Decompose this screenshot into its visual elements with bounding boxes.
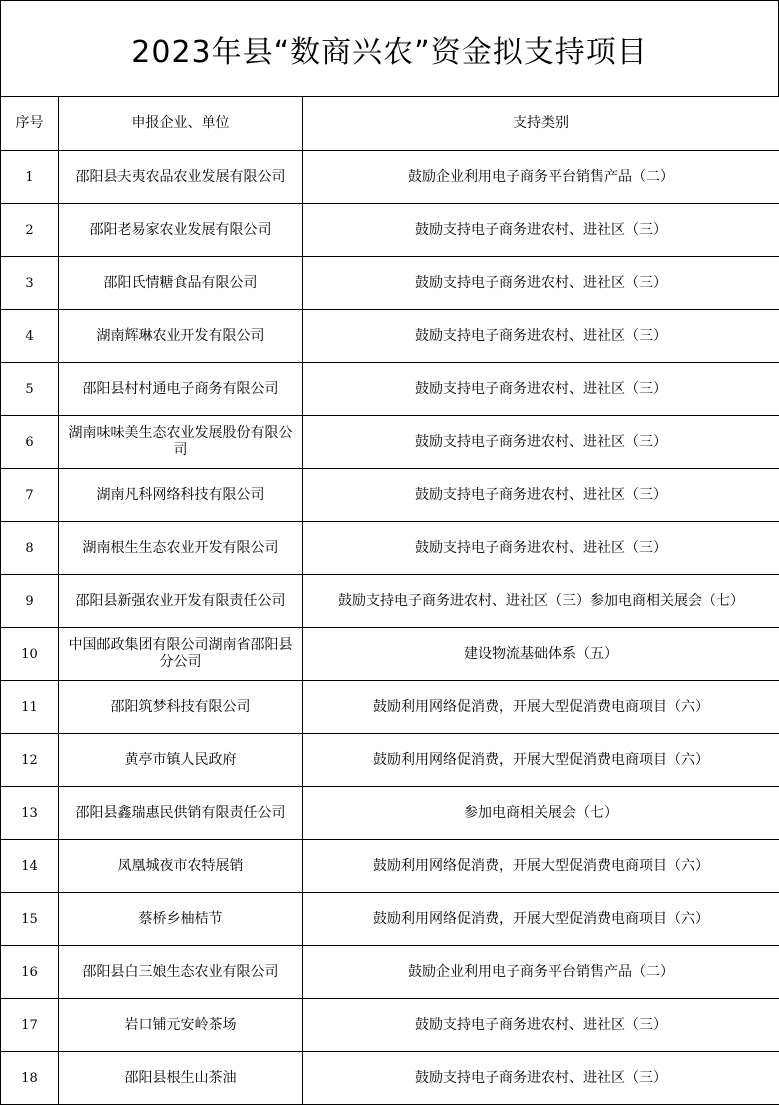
row-number-cell: 5: [1, 363, 59, 416]
row-number-cell: 10: [1, 628, 59, 681]
company-cell: 邵阳县新强农业开发有限责任公司: [59, 575, 303, 628]
company-cell: 湖南凡科网络科技有限公司: [59, 469, 303, 522]
company-cell: 凤凰城夜市农特展销: [59, 840, 303, 893]
table-row: [1, 787, 779, 840]
table-row: [1, 416, 779, 469]
row-number-cell: 7: [1, 469, 59, 522]
category-cell: 鼓励支持电子商务进农村、进社区（三）: [303, 1052, 779, 1105]
category-cell: 参加电商相关展会（七）: [303, 787, 779, 840]
row-number-cell: 2: [1, 204, 59, 257]
row-number-cell: 17: [1, 999, 59, 1052]
header-company: 申报企业、单位: [59, 97, 303, 151]
company-cell: 邵阳县白三娘生态农业有限公司: [59, 946, 303, 999]
row-number-cell: 9: [1, 575, 59, 628]
table-row: [1, 522, 779, 575]
category-cell: 鼓励支持电子商务进农村、进社区（三）: [303, 522, 779, 575]
category-cell: 鼓励支持电子商务进农村、进社区（三）: [303, 204, 779, 257]
table-row: [1, 681, 779, 734]
category-cell: 鼓励支持电子商务进农村、进社区（三）: [303, 999, 779, 1052]
company-cell: 黄亭市镇人民政府: [59, 734, 303, 787]
category-cell: 鼓励利用网络促消费，开展大型促消费电商项目（六）: [303, 893, 779, 946]
company-cell: 湖南味味美生态农业发展股份有限公司: [59, 416, 303, 469]
company-cell: 邵阳县夫夷农品农业发展有限公司: [59, 151, 303, 204]
row-number-cell: 12: [1, 734, 59, 787]
company-cell: 邵阳筑梦科技有限公司: [59, 681, 303, 734]
row-number-cell: 11: [1, 681, 59, 734]
category-cell: 鼓励支持电子商务进农村、进社区（三）: [303, 257, 779, 310]
category-cell: 鼓励利用网络促消费，开展大型促消费电商项目（六）: [303, 734, 779, 787]
row-number-cell: 16: [1, 946, 59, 999]
table-row: [1, 310, 779, 363]
table-row: [1, 257, 779, 310]
table-row: [1, 204, 779, 257]
table-row: [1, 840, 779, 893]
category-cell: 鼓励企业利用电子商务平台销售产品（二）: [303, 946, 779, 999]
header-no: 序号: [1, 97, 59, 151]
table-row: [1, 469, 779, 522]
company-cell: 邵阳县根生山茶油: [59, 1052, 303, 1105]
row-number-cell: 6: [1, 416, 59, 469]
category-cell: 鼓励利用网络促消费，开展大型促消费电商项目（六）: [303, 840, 779, 893]
row-number-cell: 15: [1, 893, 59, 946]
company-cell: 邵阳县鑫瑞惠民供销有限责任公司: [59, 787, 303, 840]
row-number-cell: 13: [1, 787, 59, 840]
category-cell: 鼓励支持电子商务进农村、进社区（三）: [303, 469, 779, 522]
table-row: [1, 946, 779, 999]
row-number-cell: 8: [1, 522, 59, 575]
category-cell: 鼓励企业利用电子商务平台销售产品（二）: [303, 151, 779, 204]
company-cell: 邵阳氏情糖食品有限公司: [59, 257, 303, 310]
row-number-cell: 18: [1, 1052, 59, 1105]
category-cell: 鼓励支持电子商务进农村、进社区（三）: [303, 416, 779, 469]
title-box: [0, 0, 779, 97]
table-header-row: [1, 97, 779, 151]
company-cell: 岩口铺元安岭茶场: [59, 999, 303, 1052]
category-cell: 鼓励支持电子商务进农村、进社区（三）参加电商相关展会（七）: [303, 575, 779, 628]
table-row: [1, 628, 779, 681]
projects-table: [0, 96, 779, 1105]
row-number-cell: 4: [1, 310, 59, 363]
table-row: [1, 734, 779, 787]
category-cell: 建设物流基础体系（五）: [303, 628, 779, 681]
company-cell: 邵阳老易家农业发展有限公司: [59, 204, 303, 257]
company-cell: 湖南辉琳农业开发有限公司: [59, 310, 303, 363]
company-cell: 中国邮政集团有限公司湖南省邵阳县分公司: [59, 628, 303, 681]
company-cell: 蔡桥乡柚桔节: [59, 893, 303, 946]
table-body: [1, 151, 779, 1105]
category-cell: 鼓励利用网络促消费，开展大型促消费电商项目（六）: [303, 681, 779, 734]
row-number-cell: 3: [1, 257, 59, 310]
category-cell: 鼓励支持电子商务进农村、进社区（三）: [303, 310, 779, 363]
row-number-cell: 1: [1, 151, 59, 204]
header-category: 支持类别: [303, 97, 779, 151]
table-row: [1, 575, 779, 628]
table-row: [1, 893, 779, 946]
document-title: 2023年县“数商兴农”资金拟支持项目: [131, 27, 647, 71]
company-cell: 邵阳县村村通电子商务有限公司: [59, 363, 303, 416]
table-row: [1, 999, 779, 1052]
table-row: [1, 151, 779, 204]
table-row: [1, 363, 779, 416]
company-cell: 湖南根生生态农业开发有限公司: [59, 522, 303, 575]
row-number-cell: 14: [1, 840, 59, 893]
category-cell: 鼓励支持电子商务进农村、进社区（三）: [303, 363, 779, 416]
table-row: [1, 1052, 779, 1105]
